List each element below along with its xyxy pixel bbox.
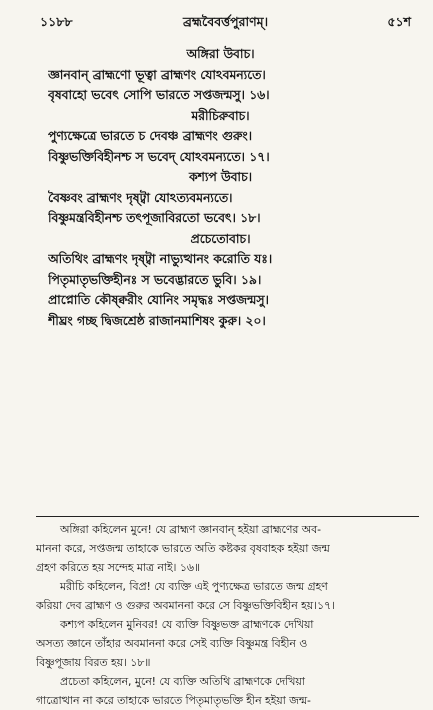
verse-line: বিষ্ণুমন্ত্রবিহীনশ্চ তৎপূজাবিরতো ভবেৎ। ১৮। bbox=[48, 211, 261, 225]
commentary-line: করিয়া দেব ব্রাহ্মণ ও গুরুর অবমাননা করে সে বিষ্ণুভক্তিবিহীন হয়।১৭। bbox=[36, 599, 335, 612]
page-header bbox=[40, 14, 411, 36]
commentary-line: গাত্রোত্থান না করে তাহাকে ভারতে পিতৃমাতৃভক্তি হীন হইয়া জন্ম- bbox=[36, 694, 311, 707]
page-number: ১১৮৮ bbox=[40, 14, 73, 29]
speaker-heading: মরীচিরুবাচ। bbox=[191, 108, 250, 123]
signature-mark: ৫১শ bbox=[387, 14, 411, 29]
verse-line: পিতৃমাতৃভক্তিহীনঃ স ভবেদ্ভারতে ভুবি। ১৯। bbox=[48, 272, 262, 287]
commentary-line: বিষ্ণুপূজায় বিরত হয়। ১৮॥ bbox=[36, 656, 151, 669]
verse-line: বৃষবাহো ভবেৎ সোপি ভারতে সপ্তজন্মসু। ১৬। bbox=[48, 88, 270, 102]
commentary-line: কশ্যপ কহিলেন মুনিবর! যে ব্যক্তি বিষ্ণুভক্ত ব্রাহ্মণকে দেখিয়া bbox=[60, 618, 314, 631]
sanskrit-verses bbox=[48, 44, 413, 331]
verse-line: অতিথিং ব্রাহ্মণং দৃষ্ট্বা নাভ্যুত্থানং করোতি যঃ। bbox=[48, 252, 273, 266]
verse-line: জ্ঞানবান্ ব্রাহ্মণো ভূত্বা ব্রাহ্মণং যোঽবমন্যতে। bbox=[48, 67, 266, 82]
verse-line: পুণ্যক্ষেত্রে ভারতে চ দেবঞ্চ ব্রাহ্মণং গুরুং। bbox=[48, 129, 253, 143]
commentary-line: অঙ্গিরা কহিলেন মুনে! যে ব্রাহ্মণ জ্ঞানবান্ হইয়া ব্রাহ্মণের অব- bbox=[60, 523, 322, 536]
speaker-heading: অঙ্গিরা উবাচ। bbox=[186, 47, 255, 61]
section-divider bbox=[36, 516, 419, 517]
commentary-line: অসত্য জ্ঞানে তাঁহার অবমাননা করে সেই ব্যক্তি বিষ্ণুমন্ত্র বিহীন ও bbox=[36, 637, 308, 650]
verse-line: শীঘ্রং গচ্ছ দ্বিজশ্রেষ্ঠ রাজানমাশিষং কুরু। ২০। bbox=[48, 313, 266, 328]
verse-line: প্রাপ্নোতি কৌষ্ক্বরীং যোনিং সমৃদ্ধঃ সপ্তজন্মসু। bbox=[48, 293, 269, 307]
verse-line: বৈষ্ণবং ব্রাহ্মণং দৃষ্ট্বা যোঽত্যবমন্যতে। bbox=[48, 190, 233, 205]
commentary-line: মাননা করে, সপ্তজন্ম তাহাকে ভারতে অতি কষ্টকর বৃষবাহক হইয়া জন্ম bbox=[36, 542, 330, 555]
commentary-line: প্রচেতা কহিলেন, মুনে! যে ব্যক্তি অতিথি ব্রাহ্মণকে দেখিয়া bbox=[60, 675, 305, 688]
bengali-commentary bbox=[36, 520, 419, 710]
speaker-heading: প্রচেতোবাচ। bbox=[190, 231, 251, 246]
commentary-line: গ্রহণ করিতে হয় সন্দেহ মাত্র নাই। ১৬॥ bbox=[36, 561, 200, 574]
commentary-line: মরীচি কহিলেন, বিপ্র! যে ব্যক্তি এই পুণ্যক্ষেত্র ভারতে জন্ম গ্রহণ bbox=[60, 580, 328, 593]
verse-line: বিষ্ণুভক্তিবিহীনশ্চ স ভবেদ্ যোঽবমন্যতে। ১৭। bbox=[48, 149, 270, 164]
running-title: ব্রহ্মবৈবর্ত্তপুরাণম্। bbox=[182, 14, 269, 29]
speaker-heading: কশ্যপ উবাচ। bbox=[188, 170, 253, 184]
